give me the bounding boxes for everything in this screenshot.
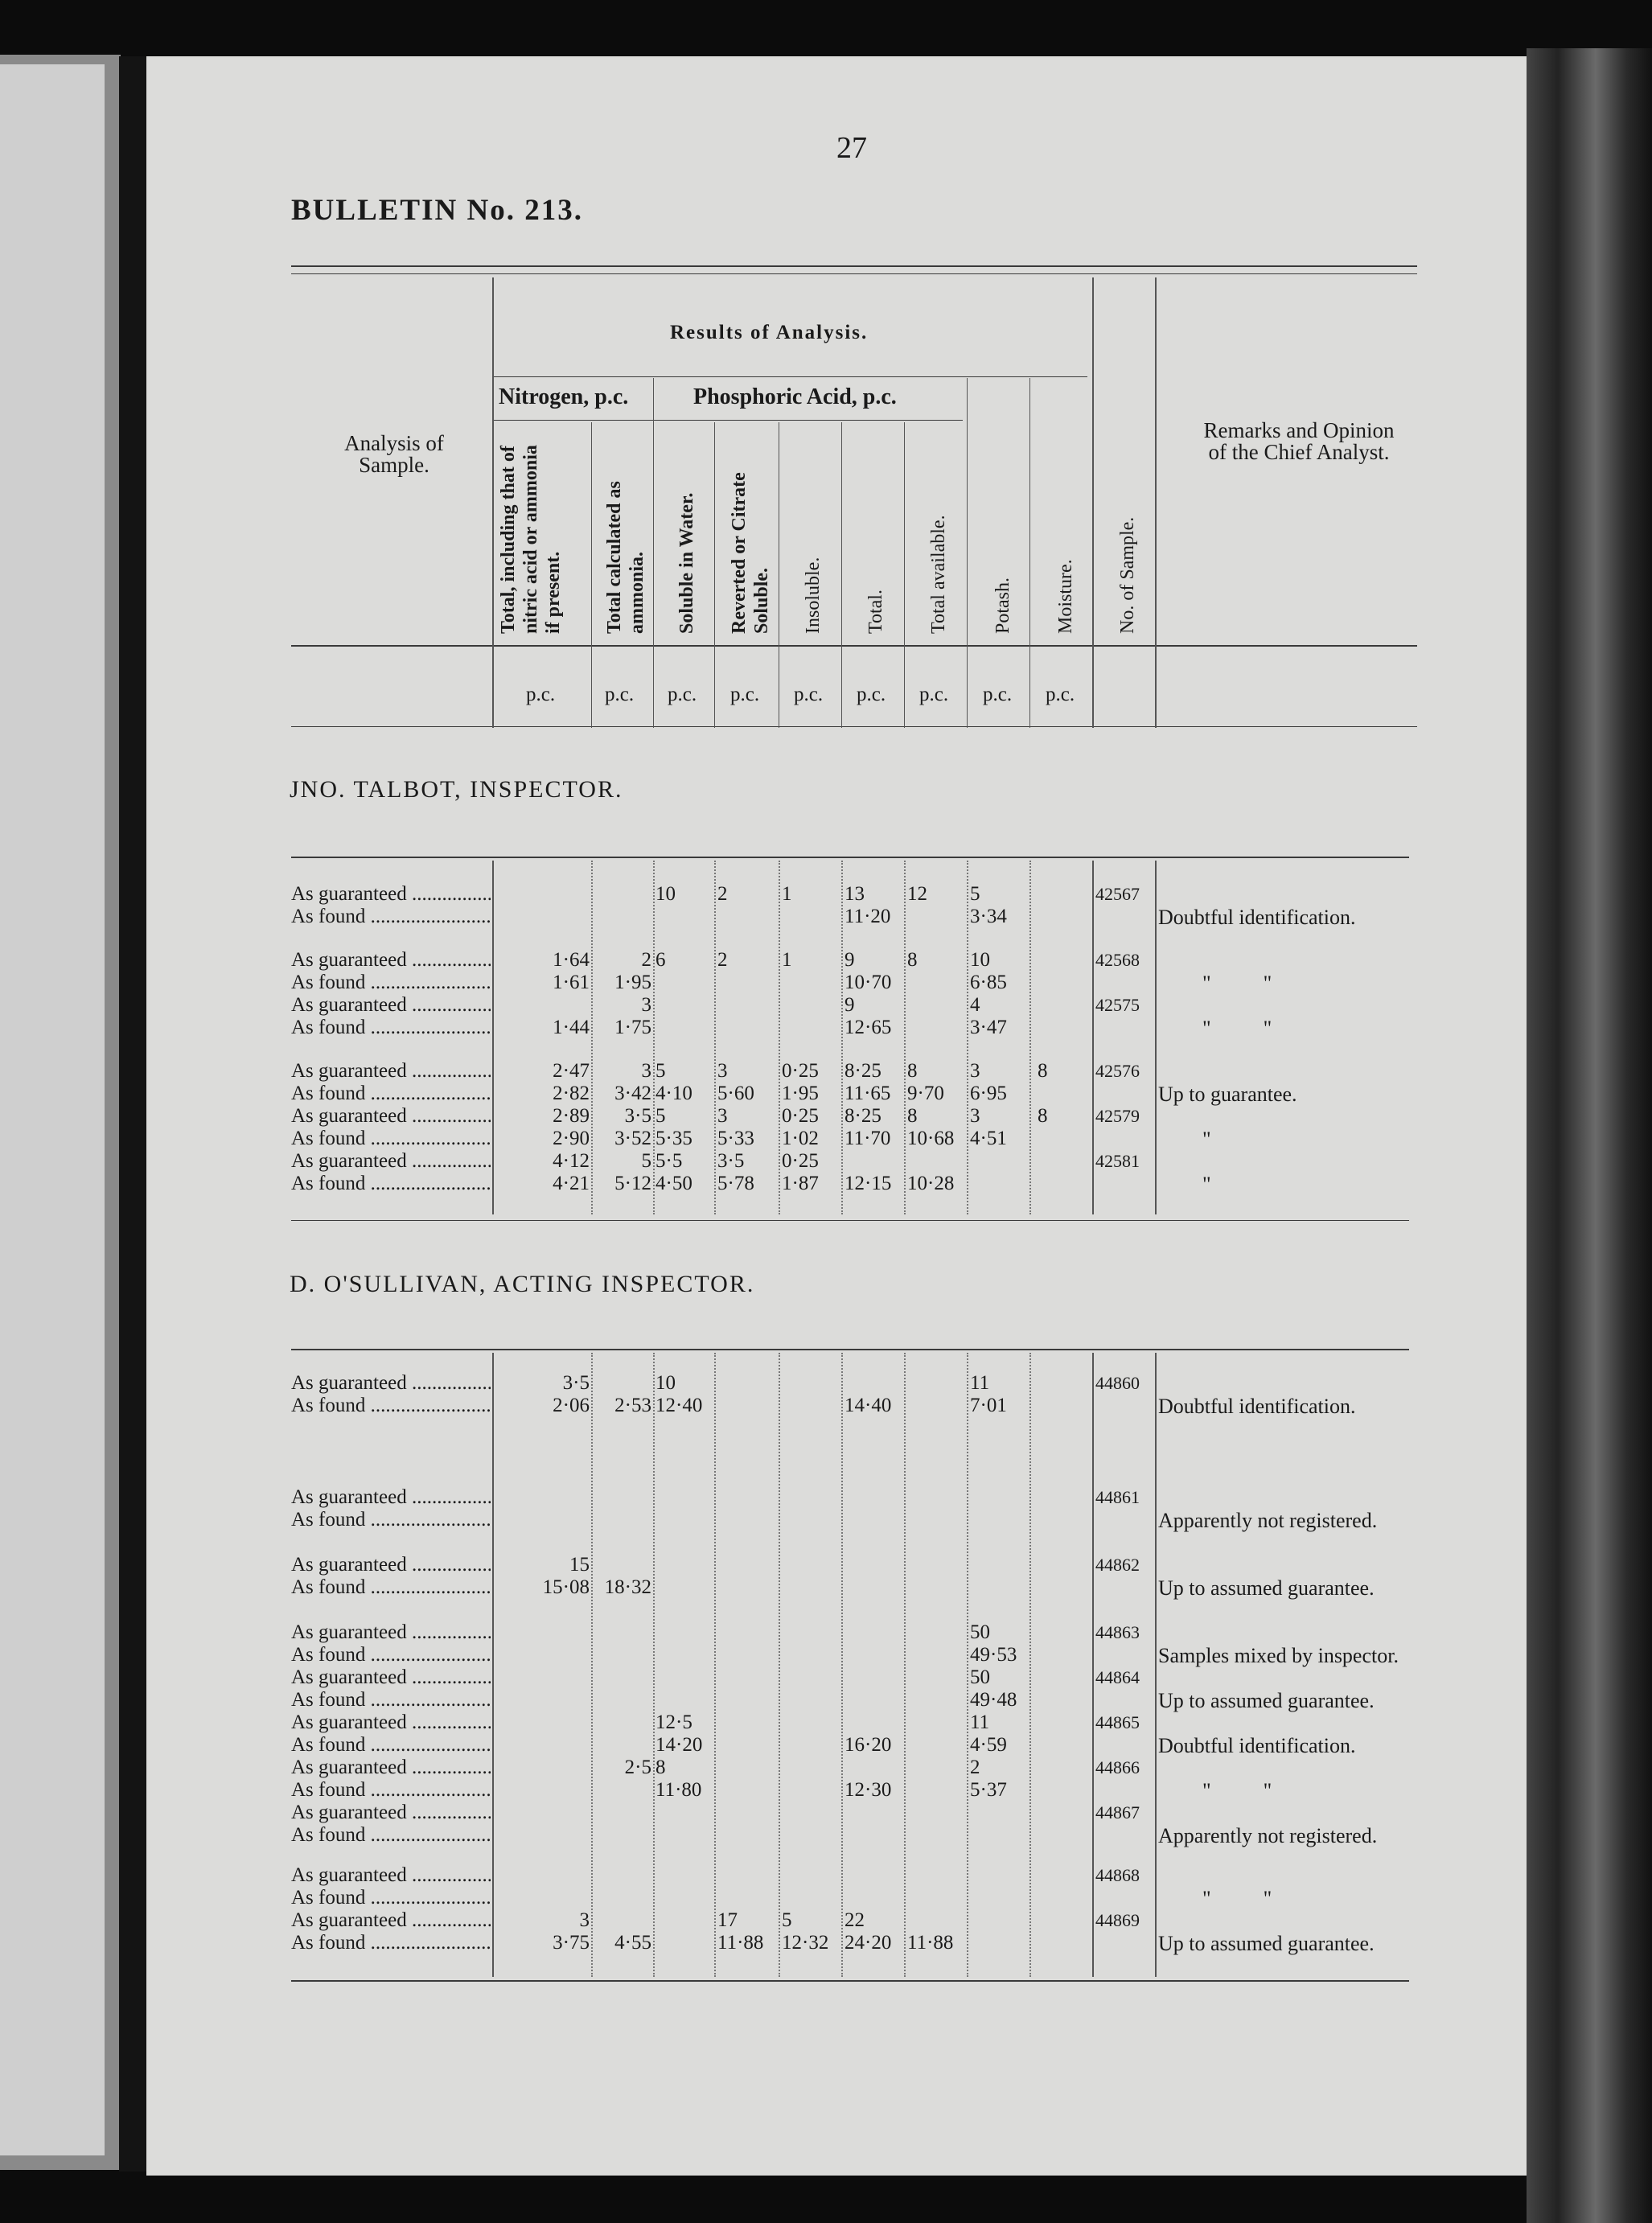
table-column-divider <box>714 861 716 1214</box>
remark: " " <box>1202 1887 1272 1910</box>
unit-ammonia: p.c. <box>605 684 635 705</box>
cell-reverted: 5·78 <box>717 1173 754 1194</box>
col-moisture: Moisture. <box>1055 559 1076 634</box>
row-label: As found ..... <box>291 1083 491 1105</box>
col-potash: Potash. <box>992 577 1013 634</box>
remark: " " <box>1202 1017 1272 1040</box>
cell-sample: 44868 <box>1095 1865 1140 1885</box>
cell-insoluble: 1 <box>782 883 792 905</box>
cell-n-total: 4·12 <box>553 1150 590 1172</box>
cell-insoluble: 5 <box>782 1909 792 1931</box>
cell-sample: 44867 <box>1095 1802 1140 1822</box>
analysis-of-sample-heading: Analysis of Sample. <box>344 431 444 477</box>
cell-potash: 50 <box>970 1666 990 1688</box>
cell-moisture: 8 <box>1038 1060 1048 1082</box>
cell-ammonia: 3·52 <box>614 1128 651 1149</box>
cell-moisture: 8 <box>1038 1105 1048 1127</box>
remark: Doubtful identification. <box>1158 1395 1356 1418</box>
remark: Doubtful identification. <box>1158 1734 1356 1757</box>
cell-n-total: 1·64 <box>553 949 590 971</box>
cell-potash: 50 <box>970 1621 990 1643</box>
table-column-divider <box>967 861 968 1214</box>
header-vline <box>492 277 494 728</box>
section2-top-rule <box>291 1349 1409 1350</box>
cell-insoluble: 1·87 <box>782 1173 819 1194</box>
row-label: As found ..... <box>291 1509 491 1531</box>
header-vline <box>1155 277 1157 728</box>
table-column-divider <box>1155 1353 1157 1977</box>
page-number: 27 <box>836 131 867 165</box>
cell-water: 10 <box>655 1372 676 1394</box>
cell-total: 22 <box>844 1909 865 1931</box>
row-label: As guaranteed ..... <box>291 1060 491 1083</box>
cell-reverted: 17 <box>717 1909 738 1931</box>
cell-ammonia: 2·5 <box>624 1757 651 1778</box>
cell-n-total: 15 <box>569 1554 590 1576</box>
cell-available: 11·88 <box>907 1932 954 1954</box>
cell-water: 5 <box>655 1105 666 1127</box>
unit-potash: p.c. <box>983 684 1013 705</box>
cell-n-total: 2·47 <box>553 1060 590 1082</box>
cell-potash: 4·51 <box>970 1128 1007 1149</box>
row-label: As found ..... <box>291 906 491 928</box>
cell-potash: 3 <box>970 1105 980 1127</box>
row-label: As guaranteed ..... <box>291 1372 491 1395</box>
cell-available: 8 <box>907 1060 918 1082</box>
cell-total: 12·15 <box>844 1173 892 1194</box>
table-column-divider <box>1092 1353 1094 1977</box>
remark: Up to guarantee. <box>1158 1083 1297 1106</box>
remark: " " <box>1202 1779 1272 1802</box>
row-label: As guaranteed ..... <box>291 1105 491 1128</box>
row-label: As found ..... <box>291 1887 491 1909</box>
header-vline <box>714 422 715 728</box>
cell-potash: 49·53 <box>970 1644 1017 1666</box>
cell-potash: 3·34 <box>970 906 1007 927</box>
cell-water: 6 <box>655 949 666 971</box>
cell-total: 13 <box>844 883 865 905</box>
remark: Doubtful identification. <box>1158 906 1356 929</box>
col-ammonia: Total calculated as ammonia. <box>604 481 647 634</box>
cell-insoluble: 1·02 <box>782 1128 819 1149</box>
cell-available: 12 <box>907 883 927 905</box>
cell-ammonia: 4·55 <box>614 1932 651 1954</box>
row-label: As found ..... <box>291 1932 491 1954</box>
cell-reverted: 3 <box>717 1105 728 1127</box>
cell-ammonia: 3 <box>641 1060 651 1082</box>
rule-results <box>492 376 1087 377</box>
cell-insoluble: 1·95 <box>782 1083 819 1104</box>
book-spine <box>119 56 150 2172</box>
row-label: As guaranteed ..... <box>291 1486 491 1509</box>
row-label: As guaranteed ..... <box>291 1802 491 1824</box>
header-vline <box>967 378 968 728</box>
cell-reverted: 11·88 <box>717 1932 764 1954</box>
cell-available: 10·68 <box>907 1128 955 1149</box>
cell-sample: 42579 <box>1095 1106 1140 1126</box>
row-label: As found ..... <box>291 1689 491 1711</box>
rule-top-2 <box>291 273 1417 274</box>
cell-n-total: 3·75 <box>553 1932 590 1954</box>
section-heading-talbot: JNO. TALBOT, INSPECTOR. <box>290 776 623 803</box>
table-column-divider <box>779 861 780 1214</box>
table-column-divider <box>841 1353 843 1977</box>
cell-potash: 2 <box>970 1757 980 1778</box>
cell-n-total: 2·89 <box>553 1105 590 1127</box>
header-vline <box>841 422 842 728</box>
cell-water: 12·40 <box>655 1395 703 1416</box>
cell-sample: 42568 <box>1095 950 1140 970</box>
cell-total: 16·20 <box>844 1734 892 1756</box>
header-vline <box>1029 378 1030 728</box>
row-label: As found ..... <box>291 1824 491 1847</box>
cell-total: 11·70 <box>844 1128 891 1149</box>
cell-reverted: 5·60 <box>717 1083 754 1104</box>
section1-top-rule <box>291 857 1409 858</box>
header-vline <box>591 422 592 728</box>
table-column-divider <box>492 861 494 1214</box>
unit-nitrogen: p.c. <box>526 684 556 705</box>
cell-ammonia: 1·75 <box>614 1017 651 1038</box>
cell-reverted: 2 <box>717 949 728 971</box>
results-of-analysis-heading: Results of Analysis. <box>670 322 869 343</box>
cell-n-total: 15·08 <box>542 1576 590 1598</box>
cell-insoluble: 0·25 <box>782 1150 819 1172</box>
cell-total: 9 <box>844 994 855 1016</box>
row-label: As guaranteed ..... <box>291 1711 491 1734</box>
cell-n-total: 1·44 <box>553 1017 590 1038</box>
cell-total: 14·40 <box>844 1395 892 1416</box>
cell-ammonia: 1·95 <box>614 972 651 993</box>
row-label: As found ..... <box>291 1017 491 1039</box>
row-label: As found ..... <box>291 1395 491 1417</box>
remark: " <box>1202 1173 1211 1196</box>
cell-water: 11·80 <box>655 1779 702 1801</box>
section2-bottom-rule <box>291 1980 1409 1982</box>
cell-potash: 49·48 <box>970 1689 1017 1711</box>
cell-potash: 3·47 <box>970 1017 1007 1038</box>
cell-n-total: 2·06 <box>553 1395 590 1416</box>
header-vline <box>1092 277 1094 728</box>
cell-potash: 5·37 <box>970 1779 1007 1801</box>
table-column-divider <box>904 1353 906 1977</box>
cell-total: 10·70 <box>844 972 892 993</box>
cell-reverted: 3 <box>717 1060 728 1082</box>
cell-total: 8·25 <box>844 1060 881 1082</box>
cell-available: 10·28 <box>907 1173 955 1194</box>
cell-water: 8 <box>655 1757 666 1778</box>
row-label: As found ..... <box>291 1779 491 1802</box>
row-label: As found ..... <box>291 1734 491 1757</box>
cell-ammonia: 5·12 <box>614 1173 651 1194</box>
rule-top <box>291 265 1417 267</box>
cell-sample: 44860 <box>1095 1373 1140 1393</box>
cell-potash: 4·59 <box>970 1734 1007 1756</box>
cell-ammonia: 5 <box>641 1150 651 1172</box>
header-vline <box>904 422 905 728</box>
row-label: As guaranteed ..... <box>291 1554 491 1576</box>
cell-potash: 5 <box>970 883 980 905</box>
col-insoluble: Insoluble. <box>803 557 824 634</box>
cell-water: 4·10 <box>655 1083 692 1104</box>
phosphoric-group-heading: Phosphoric Acid, p.c. <box>693 384 897 409</box>
table-column-divider <box>653 861 655 1214</box>
cell-total: 9 <box>844 949 855 971</box>
cell-available: 8 <box>907 1105 918 1127</box>
cell-water: 12·5 <box>655 1711 692 1733</box>
cell-potash: 6·95 <box>970 1083 1007 1104</box>
cell-sample: 44862 <box>1095 1555 1140 1575</box>
table-column-divider <box>841 861 843 1214</box>
bulletin-title: BULLETIN No. 213. <box>291 194 583 227</box>
cell-n-total: 2·82 <box>553 1083 590 1104</box>
table-column-divider <box>653 1353 655 1977</box>
col-nitrogen-total: Total, including that of nitric acid or ammonia if present. <box>498 445 564 634</box>
table-column-divider <box>967 1353 968 1977</box>
cell-water: 14·20 <box>655 1734 703 1756</box>
row-label: As guaranteed ..... <box>291 1666 491 1689</box>
table-column-divider <box>1029 861 1031 1214</box>
cell-reverted: 3·5 <box>717 1150 745 1172</box>
cell-potash: 11 <box>970 1711 990 1733</box>
cell-total: 12·30 <box>844 1779 892 1801</box>
remark: Up to assumed guarantee. <box>1158 1689 1375 1712</box>
cell-potash: 3 <box>970 1060 980 1082</box>
remark: Apparently not registered. <box>1158 1824 1378 1847</box>
cell-potash: 7·01 <box>970 1395 1007 1416</box>
cell-n-total: 2·90 <box>553 1128 590 1149</box>
cell-potash: 6·85 <box>970 972 1007 993</box>
section-heading-osullivan: D. O'SULLIVAN, ACTING INSPECTOR. <box>290 1271 755 1297</box>
cell-sample: 44866 <box>1095 1757 1140 1777</box>
cell-sample: 44865 <box>1095 1712 1140 1732</box>
cell-potash: 10 <box>970 949 990 971</box>
cell-total: 8·25 <box>844 1105 881 1127</box>
row-label: As guaranteed ..... <box>291 949 491 972</box>
remark: " " <box>1202 972 1272 995</box>
cell-ammonia: 2·53 <box>614 1395 651 1416</box>
cell-ammonia: 3·5 <box>624 1105 651 1127</box>
row-label: As guaranteed ..... <box>291 1150 491 1173</box>
row-label: As found ..... <box>291 1128 491 1150</box>
cell-n-total: 4·21 <box>553 1173 590 1194</box>
cell-water: 5·5 <box>655 1150 683 1172</box>
cell-water: 4·50 <box>655 1173 692 1194</box>
cell-total: 11·20 <box>844 906 891 927</box>
row-label: As found ..... <box>291 972 491 994</box>
remark: Samples mixed by inspector. <box>1158 1644 1399 1667</box>
table-column-divider <box>714 1353 716 1977</box>
cell-sample: 44864 <box>1095 1667 1140 1687</box>
cell-insoluble: 1 <box>782 949 792 971</box>
row-label: As found ..... <box>291 1576 491 1599</box>
row-label: As found ..... <box>291 1644 491 1666</box>
col-sample-number: No. of Sample. <box>1117 516 1138 634</box>
cell-water: 5 <box>655 1060 666 1082</box>
unit-water: p.c. <box>668 684 697 705</box>
cell-ammonia: 2 <box>641 949 651 971</box>
cell-sample: 44863 <box>1095 1622 1140 1642</box>
cell-ammonia: 3·42 <box>614 1083 651 1104</box>
unit-moisture: p.c. <box>1046 684 1075 705</box>
cell-insoluble: 0·25 <box>782 1105 819 1127</box>
right-page-edge <box>1527 48 1652 2223</box>
cell-insoluble: 0·25 <box>782 1060 819 1082</box>
cell-water: 5·35 <box>655 1128 692 1149</box>
left-page-sliver <box>0 64 105 2155</box>
row-label: As guaranteed ..... <box>291 1757 491 1779</box>
row-label: As guaranteed ..... <box>291 1864 491 1887</box>
row-label: As guaranteed ..... <box>291 883 491 906</box>
cell-n-total: 3·5 <box>562 1372 590 1394</box>
unit-insoluble: p.c. <box>794 684 824 705</box>
cell-sample: 42567 <box>1095 884 1140 904</box>
cell-reverted: 5·33 <box>717 1128 754 1149</box>
table-column-divider <box>1092 861 1094 1214</box>
table-column-divider <box>492 1353 494 1977</box>
cell-total: 11·65 <box>844 1083 891 1104</box>
remark: Apparently not registered. <box>1158 1509 1378 1532</box>
rule-header-bottom <box>291 645 1417 647</box>
section1-bottom-rule <box>291 1220 1409 1221</box>
cell-potash: 4 <box>970 994 980 1016</box>
cell-potash: 11 <box>970 1372 990 1394</box>
remark: Up to assumed guarantee. <box>1158 1576 1375 1600</box>
cell-available: 9·70 <box>907 1083 944 1104</box>
cell-ammonia: 18·32 <box>604 1576 651 1598</box>
rule-groups <box>492 420 963 421</box>
col-total: Total. <box>865 590 886 634</box>
table-column-divider <box>591 861 593 1214</box>
cell-available: 8 <box>907 949 918 971</box>
cell-total: 24·20 <box>844 1932 892 1954</box>
row-label: As found ..... <box>291 1173 491 1195</box>
unit-total: p.c. <box>857 684 886 705</box>
unit-available: p.c. <box>919 684 949 705</box>
cell-sample: 44861 <box>1095 1487 1140 1507</box>
table-column-divider <box>591 1353 593 1977</box>
row-label: As guaranteed ..... <box>291 994 491 1017</box>
header-vline <box>653 378 654 728</box>
cell-ammonia: 3 <box>641 994 651 1016</box>
col-reverted: Reverted or Citrate Soluble. <box>729 472 772 634</box>
nitrogen-group-heading: Nitrogen, p.c. <box>499 384 629 409</box>
remarks-heading: Remarks and Opinion of the Chief Analyst. <box>1203 418 1395 464</box>
row-label: As guaranteed ..... <box>291 1621 491 1644</box>
cell-sample: 44869 <box>1095 1910 1140 1930</box>
cell-sample: 42575 <box>1095 995 1140 1015</box>
remark: Up to assumed guarantee. <box>1158 1932 1375 1955</box>
table-column-divider <box>1029 1353 1031 1977</box>
table-column-divider <box>1155 861 1157 1214</box>
cell-sample: 42576 <box>1095 1061 1140 1081</box>
cell-insoluble: 12·32 <box>782 1932 829 1954</box>
col-soluble-water: Soluble in Water. <box>676 492 697 634</box>
cell-sample: 42581 <box>1095 1151 1140 1171</box>
cell-water: 10 <box>655 883 676 905</box>
col-total-available: Total available. <box>928 515 949 634</box>
cell-reverted: 2 <box>717 883 728 905</box>
cell-n-total: 1·61 <box>553 972 590 993</box>
table-column-divider <box>779 1353 780 1977</box>
remark: " <box>1202 1128 1211 1151</box>
cell-n-total: 3 <box>579 1909 590 1931</box>
cell-total: 12·65 <box>844 1017 892 1038</box>
unit-reverted: p.c. <box>730 684 760 705</box>
table-column-divider <box>904 861 906 1214</box>
rule-units-bottom <box>291 726 1417 727</box>
row-label: As guaranteed ..... <box>291 1909 491 1932</box>
